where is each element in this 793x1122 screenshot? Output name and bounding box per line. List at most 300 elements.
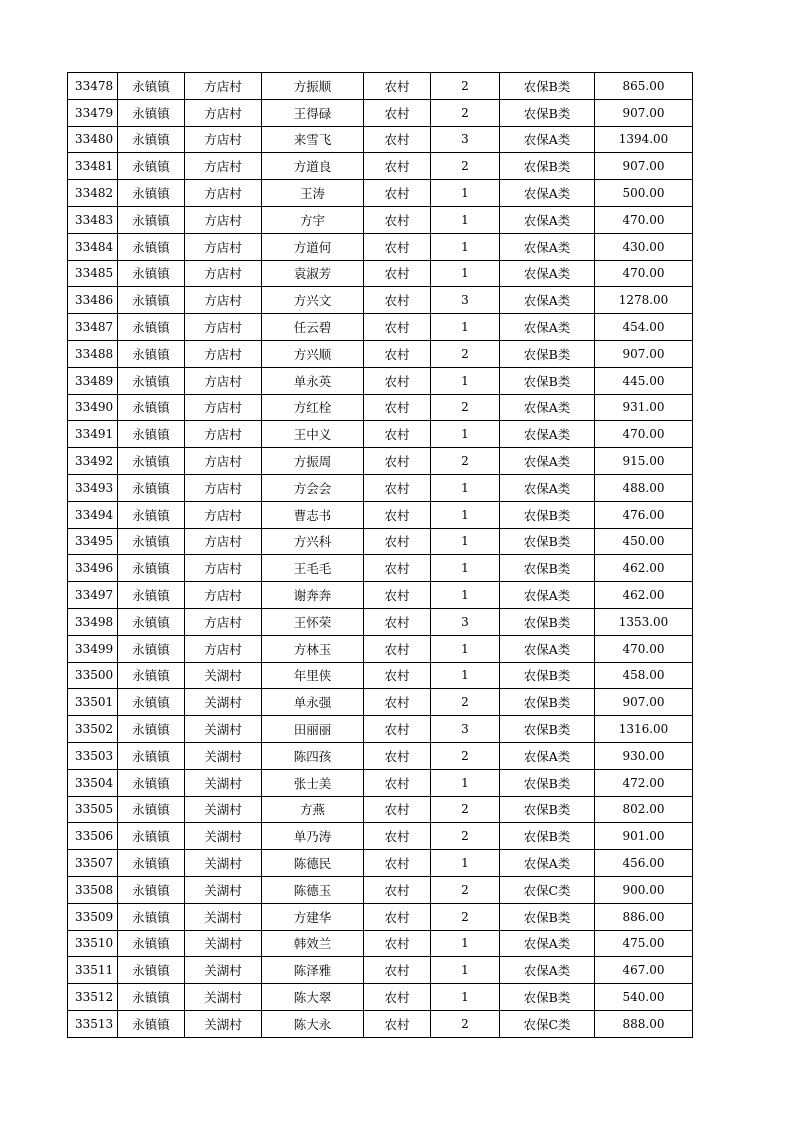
town-cell: 永镇镇 [118, 984, 185, 1011]
amount-cell: 930.00 [595, 742, 693, 769]
table-row [68, 314, 693, 341]
table-row [68, 153, 693, 180]
town-cell: 永镇镇 [118, 796, 185, 823]
person-name-cell: 陈大翠 [262, 984, 364, 1011]
amount-cell: 907.00 [595, 153, 693, 180]
household-size-cell: 2 [431, 99, 500, 126]
village-cell: 方店村 [185, 635, 262, 662]
residence-type-cell: 农村 [364, 796, 431, 823]
residence-type-cell: 农村 [364, 555, 431, 582]
village-cell: 关湖村 [185, 662, 262, 689]
insurance-category-cell: 农保B类 [500, 73, 595, 100]
town-cell: 永镇镇 [118, 448, 185, 475]
village-cell: 方店村 [185, 394, 262, 421]
residence-type-cell: 农村 [364, 903, 431, 930]
table-row [68, 984, 693, 1011]
insurance-category-cell: 农保C类 [500, 876, 595, 903]
residence-type-cell: 农村 [364, 635, 431, 662]
insurance-category-cell: 农保C类 [500, 1010, 595, 1037]
record-id-cell: 33489 [68, 367, 118, 394]
village-cell: 方店村 [185, 153, 262, 180]
residence-type-cell: 农村 [364, 608, 431, 635]
household-size-cell: 1 [431, 984, 500, 1011]
table-row [68, 180, 693, 207]
amount-cell: 470.00 [595, 206, 693, 233]
table-row [68, 957, 693, 984]
amount-cell: 470.00 [595, 421, 693, 448]
residence-type-cell: 农村 [364, 126, 431, 153]
residence-type-cell: 农村 [364, 501, 431, 528]
residence-type-cell: 农村 [364, 314, 431, 341]
town-cell: 永镇镇 [118, 73, 185, 100]
person-name-cell: 王怀荣 [262, 608, 364, 635]
person-name-cell: 单乃涛 [262, 823, 364, 850]
record-id-cell: 33485 [68, 260, 118, 287]
record-id-cell: 33500 [68, 662, 118, 689]
record-id-cell: 33495 [68, 528, 118, 555]
person-name-cell: 王得碌 [262, 99, 364, 126]
insurance-category-cell: 农保B类 [500, 662, 595, 689]
table-row [68, 448, 693, 475]
person-name-cell: 单永英 [262, 367, 364, 394]
record-id-cell: 33502 [68, 716, 118, 743]
amount-cell: 802.00 [595, 796, 693, 823]
person-name-cell: 方兴文 [262, 287, 364, 314]
table-row [68, 662, 693, 689]
town-cell: 永镇镇 [118, 876, 185, 903]
town-cell: 永镇镇 [118, 850, 185, 877]
amount-cell: 901.00 [595, 823, 693, 850]
town-cell: 永镇镇 [118, 716, 185, 743]
table-row [68, 126, 693, 153]
town-cell: 永镇镇 [118, 930, 185, 957]
residence-type-cell: 农村 [364, 340, 431, 367]
household-size-cell: 3 [431, 287, 500, 314]
residence-type-cell: 农村 [364, 957, 431, 984]
table-row [68, 394, 693, 421]
person-name-cell: 陈德玉 [262, 876, 364, 903]
village-cell: 关湖村 [185, 796, 262, 823]
amount-cell: 458.00 [595, 662, 693, 689]
person-name-cell: 方林玉 [262, 635, 364, 662]
household-size-cell: 2 [431, 73, 500, 100]
insurance-category-cell: 农保B类 [500, 608, 595, 635]
person-name-cell: 方兴顺 [262, 340, 364, 367]
amount-cell: 445.00 [595, 367, 693, 394]
village-cell: 关湖村 [185, 850, 262, 877]
record-id-cell: 33498 [68, 608, 118, 635]
household-size-cell: 1 [431, 233, 500, 260]
insurance-category-cell: 农保B类 [500, 528, 595, 555]
amount-cell: 907.00 [595, 99, 693, 126]
table-row [68, 635, 693, 662]
village-cell: 方店村 [185, 314, 262, 341]
village-cell: 关湖村 [185, 742, 262, 769]
amount-cell: 470.00 [595, 635, 693, 662]
residence-type-cell: 农村 [364, 823, 431, 850]
household-size-cell: 2 [431, 153, 500, 180]
town-cell: 永镇镇 [118, 769, 185, 796]
household-size-cell: 3 [431, 716, 500, 743]
record-id-cell: 33493 [68, 474, 118, 501]
town-cell: 永镇镇 [118, 501, 185, 528]
insurance-category-cell: 农保A类 [500, 314, 595, 341]
town-cell: 永镇镇 [118, 340, 185, 367]
town-cell: 永镇镇 [118, 957, 185, 984]
insurance-category-cell: 农保A类 [500, 126, 595, 153]
village-cell: 方店村 [185, 99, 262, 126]
table-row [68, 367, 693, 394]
record-id-cell: 33499 [68, 635, 118, 662]
village-cell: 方店村 [185, 421, 262, 448]
table-row [68, 823, 693, 850]
village-cell: 方店村 [185, 73, 262, 100]
household-size-cell: 2 [431, 340, 500, 367]
town-cell: 永镇镇 [118, 99, 185, 126]
person-name-cell: 方振顺 [262, 73, 364, 100]
village-cell: 关湖村 [185, 903, 262, 930]
village-cell: 方店村 [185, 287, 262, 314]
village-cell: 方店村 [185, 448, 262, 475]
record-id-cell: 33509 [68, 903, 118, 930]
residence-type-cell: 农村 [364, 233, 431, 260]
household-size-cell: 1 [431, 180, 500, 207]
insurance-category-cell: 农保B类 [500, 153, 595, 180]
record-id-cell: 33512 [68, 984, 118, 1011]
amount-cell: 1278.00 [595, 287, 693, 314]
person-name-cell: 方会会 [262, 474, 364, 501]
town-cell: 永镇镇 [118, 206, 185, 233]
person-name-cell: 曹志书 [262, 501, 364, 528]
record-id-cell: 33510 [68, 930, 118, 957]
table-row [68, 260, 693, 287]
amount-cell: 1394.00 [595, 126, 693, 153]
residence-type-cell: 农村 [364, 448, 431, 475]
person-name-cell: 韩效兰 [262, 930, 364, 957]
village-cell: 关湖村 [185, 984, 262, 1011]
town-cell: 永镇镇 [118, 180, 185, 207]
residence-type-cell: 农村 [364, 662, 431, 689]
record-id-cell: 33505 [68, 796, 118, 823]
record-id-cell: 33511 [68, 957, 118, 984]
table-row [68, 501, 693, 528]
village-cell: 方店村 [185, 501, 262, 528]
insurance-category-cell: 农保B类 [500, 689, 595, 716]
amount-cell: 467.00 [595, 957, 693, 984]
person-name-cell: 方红栓 [262, 394, 364, 421]
town-cell: 永镇镇 [118, 260, 185, 287]
record-id-cell: 33487 [68, 314, 118, 341]
residence-type-cell: 农村 [364, 984, 431, 1011]
amount-cell: 470.00 [595, 260, 693, 287]
residence-type-cell: 农村 [364, 528, 431, 555]
town-cell: 永镇镇 [118, 367, 185, 394]
village-cell: 方店村 [185, 555, 262, 582]
amount-cell: 931.00 [595, 394, 693, 421]
village-cell: 关湖村 [185, 823, 262, 850]
table-row [68, 796, 693, 823]
person-name-cell: 陈大永 [262, 1010, 364, 1037]
household-size-cell: 1 [431, 635, 500, 662]
town-cell: 永镇镇 [118, 555, 185, 582]
amount-cell: 500.00 [595, 180, 693, 207]
table-row [68, 876, 693, 903]
village-cell: 方店村 [185, 180, 262, 207]
residence-type-cell: 农村 [364, 474, 431, 501]
village-cell: 方店村 [185, 340, 262, 367]
household-size-cell: 3 [431, 126, 500, 153]
person-name-cell: 谢奔奔 [262, 582, 364, 609]
household-size-cell: 2 [431, 903, 500, 930]
amount-cell: 907.00 [595, 689, 693, 716]
record-id-cell: 33490 [68, 394, 118, 421]
residence-type-cell: 农村 [364, 716, 431, 743]
table-row [68, 769, 693, 796]
person-name-cell: 方兴科 [262, 528, 364, 555]
town-cell: 永镇镇 [118, 742, 185, 769]
amount-cell: 540.00 [595, 984, 693, 1011]
person-name-cell: 单永强 [262, 689, 364, 716]
table-row [68, 850, 693, 877]
residence-type-cell: 农村 [364, 742, 431, 769]
insurance-category-cell: 农保A类 [500, 206, 595, 233]
residence-type-cell: 农村 [364, 689, 431, 716]
records-table-container [67, 72, 692, 1038]
person-name-cell: 陈德民 [262, 850, 364, 877]
household-size-cell: 2 [431, 448, 500, 475]
record-id-cell: 33483 [68, 206, 118, 233]
town-cell: 永镇镇 [118, 394, 185, 421]
insurance-category-cell: 农保A类 [500, 448, 595, 475]
amount-cell: 456.00 [595, 850, 693, 877]
residence-type-cell: 农村 [364, 394, 431, 421]
town-cell: 永镇镇 [118, 233, 185, 260]
residence-type-cell: 农村 [364, 1010, 431, 1037]
village-cell: 方店村 [185, 233, 262, 260]
insurance-category-cell: 农保B类 [500, 769, 595, 796]
record-id-cell: 33513 [68, 1010, 118, 1037]
village-cell: 方店村 [185, 528, 262, 555]
village-cell: 方店村 [185, 260, 262, 287]
town-cell: 永镇镇 [118, 314, 185, 341]
insurance-category-cell: 农保B类 [500, 984, 595, 1011]
person-name-cell: 陈泽雅 [262, 957, 364, 984]
amount-cell: 488.00 [595, 474, 693, 501]
village-cell: 关湖村 [185, 957, 262, 984]
person-name-cell: 张士美 [262, 769, 364, 796]
residence-type-cell: 农村 [364, 180, 431, 207]
village-cell: 关湖村 [185, 930, 262, 957]
record-id-cell: 33488 [68, 340, 118, 367]
household-size-cell: 2 [431, 823, 500, 850]
village-cell: 关湖村 [185, 1010, 262, 1037]
amount-cell: 472.00 [595, 769, 693, 796]
town-cell: 永镇镇 [118, 582, 185, 609]
household-size-cell: 1 [431, 662, 500, 689]
record-id-cell: 33501 [68, 689, 118, 716]
insurance-category-cell: 农保B类 [500, 367, 595, 394]
person-name-cell: 方建华 [262, 903, 364, 930]
record-id-cell: 33478 [68, 73, 118, 100]
table-row [68, 930, 693, 957]
insurance-category-cell: 农保B类 [500, 555, 595, 582]
record-id-cell: 33497 [68, 582, 118, 609]
residence-type-cell: 农村 [364, 930, 431, 957]
residence-type-cell: 农村 [364, 153, 431, 180]
amount-cell: 886.00 [595, 903, 693, 930]
record-id-cell: 33484 [68, 233, 118, 260]
table-row [68, 555, 693, 582]
table-row [68, 528, 693, 555]
residence-type-cell: 农村 [364, 876, 431, 903]
residence-type-cell: 农村 [364, 287, 431, 314]
household-size-cell: 1 [431, 501, 500, 528]
residence-type-cell: 农村 [364, 206, 431, 233]
table-row [68, 421, 693, 448]
town-cell: 永镇镇 [118, 689, 185, 716]
table-row [68, 99, 693, 126]
record-id-cell: 33482 [68, 180, 118, 207]
town-cell: 永镇镇 [118, 1010, 185, 1037]
amount-cell: 1353.00 [595, 608, 693, 635]
town-cell: 永镇镇 [118, 528, 185, 555]
residence-type-cell: 农村 [364, 850, 431, 877]
insurance-category-cell: 农保A类 [500, 260, 595, 287]
table-row [68, 689, 693, 716]
amount-cell: 462.00 [595, 555, 693, 582]
person-name-cell: 袁淑芳 [262, 260, 364, 287]
person-name-cell: 任云碧 [262, 314, 364, 341]
insurance-category-cell: 农保A类 [500, 635, 595, 662]
household-size-cell: 1 [431, 930, 500, 957]
person-name-cell: 方燕 [262, 796, 364, 823]
village-cell: 方店村 [185, 582, 262, 609]
amount-cell: 462.00 [595, 582, 693, 609]
record-id-cell: 33494 [68, 501, 118, 528]
household-size-cell: 1 [431, 474, 500, 501]
insurance-category-cell: 农保A类 [500, 394, 595, 421]
insurance-category-cell: 农保B类 [500, 796, 595, 823]
amount-cell: 450.00 [595, 528, 693, 555]
record-id-cell: 33506 [68, 823, 118, 850]
table-row [68, 73, 693, 100]
table-row [68, 206, 693, 233]
amount-cell: 865.00 [595, 73, 693, 100]
insurance-category-cell: 农保A类 [500, 180, 595, 207]
town-cell: 永镇镇 [118, 421, 185, 448]
household-size-cell: 1 [431, 206, 500, 233]
village-cell: 关湖村 [185, 716, 262, 743]
insurance-category-cell: 农保A类 [500, 474, 595, 501]
record-id-cell: 33496 [68, 555, 118, 582]
household-size-cell: 1 [431, 421, 500, 448]
residence-type-cell: 农村 [364, 421, 431, 448]
person-name-cell: 王中义 [262, 421, 364, 448]
amount-cell: 454.00 [595, 314, 693, 341]
village-cell: 方店村 [185, 474, 262, 501]
residence-type-cell: 农村 [364, 73, 431, 100]
amount-cell: 1316.00 [595, 716, 693, 743]
record-id-cell: 33508 [68, 876, 118, 903]
person-name-cell: 王毛毛 [262, 555, 364, 582]
table-row [68, 582, 693, 609]
town-cell: 永镇镇 [118, 662, 185, 689]
amount-cell: 888.00 [595, 1010, 693, 1037]
household-size-cell: 1 [431, 769, 500, 796]
record-id-cell: 33504 [68, 769, 118, 796]
amount-cell: 915.00 [595, 448, 693, 475]
insurance-category-cell: 农保A类 [500, 930, 595, 957]
table-row [68, 287, 693, 314]
person-name-cell: 方道何 [262, 233, 364, 260]
household-size-cell: 2 [431, 876, 500, 903]
record-id-cell: 33492 [68, 448, 118, 475]
record-id-cell: 33507 [68, 850, 118, 877]
town-cell: 永镇镇 [118, 608, 185, 635]
record-id-cell: 33481 [68, 153, 118, 180]
village-cell: 关湖村 [185, 769, 262, 796]
household-size-cell: 2 [431, 1010, 500, 1037]
household-size-cell: 1 [431, 528, 500, 555]
table-row [68, 608, 693, 635]
person-name-cell: 方宇 [262, 206, 364, 233]
household-size-cell: 1 [431, 555, 500, 582]
amount-cell: 475.00 [595, 930, 693, 957]
village-cell: 方店村 [185, 126, 262, 153]
town-cell: 永镇镇 [118, 287, 185, 314]
village-cell: 方店村 [185, 367, 262, 394]
person-name-cell: 田丽丽 [262, 716, 364, 743]
town-cell: 永镇镇 [118, 474, 185, 501]
insurance-category-cell: 农保A类 [500, 421, 595, 448]
record-id-cell: 33480 [68, 126, 118, 153]
amount-cell: 907.00 [595, 340, 693, 367]
insurance-category-cell: 农保A类 [500, 957, 595, 984]
record-id-cell: 33479 [68, 99, 118, 126]
table-row [68, 716, 693, 743]
household-size-cell: 1 [431, 260, 500, 287]
insurance-category-cell: 农保A类 [500, 233, 595, 260]
town-cell: 永镇镇 [118, 823, 185, 850]
town-cell: 永镇镇 [118, 635, 185, 662]
insurance-category-cell: 农保B类 [500, 903, 595, 930]
person-name-cell: 方振周 [262, 448, 364, 475]
household-size-cell: 1 [431, 850, 500, 877]
amount-cell: 476.00 [595, 501, 693, 528]
residence-type-cell: 农村 [364, 582, 431, 609]
insurance-category-cell: 农保A类 [500, 287, 595, 314]
household-size-cell: 1 [431, 314, 500, 341]
person-name-cell: 方道良 [262, 153, 364, 180]
record-id-cell: 33503 [68, 742, 118, 769]
insurance-category-cell: 农保B类 [500, 716, 595, 743]
table-row [68, 1010, 693, 1037]
table-row [68, 340, 693, 367]
table-row [68, 233, 693, 260]
table-row [68, 903, 693, 930]
village-cell: 方店村 [185, 206, 262, 233]
household-size-cell: 1 [431, 957, 500, 984]
insurance-category-cell: 农保B类 [500, 99, 595, 126]
residence-type-cell: 农村 [364, 99, 431, 126]
household-size-cell: 2 [431, 742, 500, 769]
insurance-category-cell: 农保B类 [500, 823, 595, 850]
household-size-cell: 1 [431, 582, 500, 609]
residence-type-cell: 农村 [364, 260, 431, 287]
town-cell: 永镇镇 [118, 126, 185, 153]
amount-cell: 430.00 [595, 233, 693, 260]
person-name-cell: 王涛 [262, 180, 364, 207]
